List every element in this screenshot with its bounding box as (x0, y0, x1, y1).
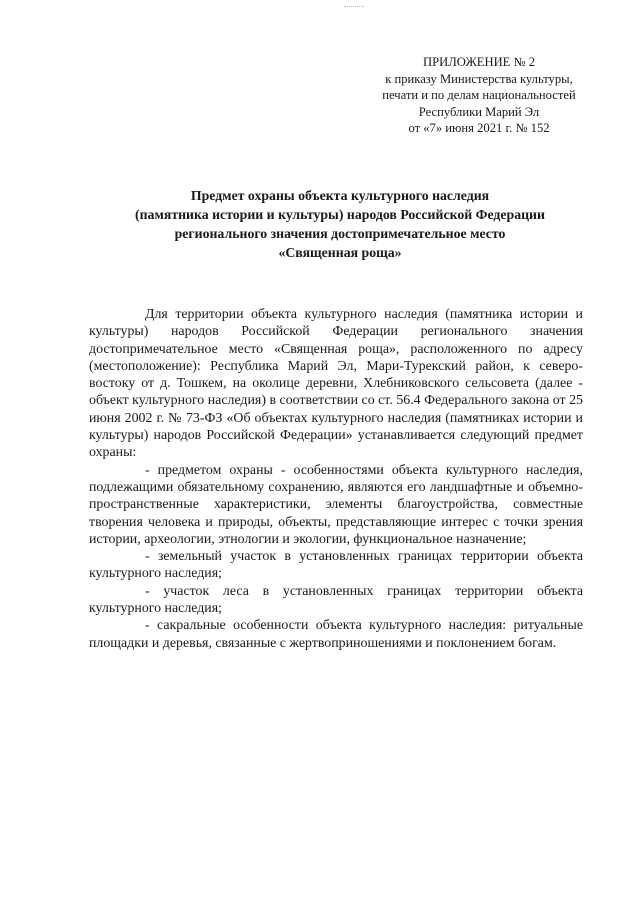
appendix-date-line: от «7» июня 2021 г. № 152 (408, 121, 550, 135)
appendix-order-line: к приказу Министерства культуры, (385, 71, 573, 86)
document-title (90, 186, 590, 262)
intro-paragraph: Для территории объекта культурного наследия (памятника истории и культуры) народов Российской Федерации регионального значения достопримечательное место «Священная роща», расположенного по адресу (местоположение): Республика Марий Эл, Мари-Турекский район, к северо-востоку от д. Тошкем, на околице деревни, Хлебниковского сельсовета (далее - объект культурного наследия) в соответствии со ст. 56.4 Федерального закона от 25 июня 2002 г. № 73-ФЗ «Об объектах культурного наследия (памятниках истории и культуры) народов Российской Федерации» устанавливается следующий предмет охраны: (89, 307, 583, 461)
document-body (89, 306, 583, 652)
title-line: Предмет охраны объекта культурного наследия (190, 188, 490, 203)
protection-item: - предметом охраны - особенностями объекта культурного наследия, подлежащими обязательному сохранению, являются его ландшафтные и объемно-пространственные характеристики, элементы благоустройства, совместные творения человека и природы, объекты, представляющие интерес с точки зрения истории, археологии, этнологии и экологии, функциональное назначение; (89, 462, 583, 547)
title-line: (памятника истории и культуры) народов Российской Федерации (135, 207, 545, 222)
appendix-number: ПРИЛОЖЕНИЕ № 2 (423, 55, 535, 69)
protection-item: - земельный участок в установленных границах территории объекта культурного наследия; (89, 549, 583, 582)
protection-item: - участок леса в установленных границах территории объекта культурного наследия; (89, 583, 583, 617)
scan-artifact (344, 6, 364, 11)
title-line: регионального значения достопримечательное место (174, 226, 506, 241)
appendix-ministry-line: печати и по делам национальностей (382, 88, 576, 102)
protection-item: - сакральные особенности объекта культурного наследия: ритуальные площадки и деревья, связанные с жертвоприношениями и поклонением богам. (89, 618, 583, 651)
appendix-republic-line: Республики Марий Эл (418, 104, 540, 119)
title-line: «Священная роща» (278, 245, 402, 260)
appendix-header (360, 54, 598, 137)
